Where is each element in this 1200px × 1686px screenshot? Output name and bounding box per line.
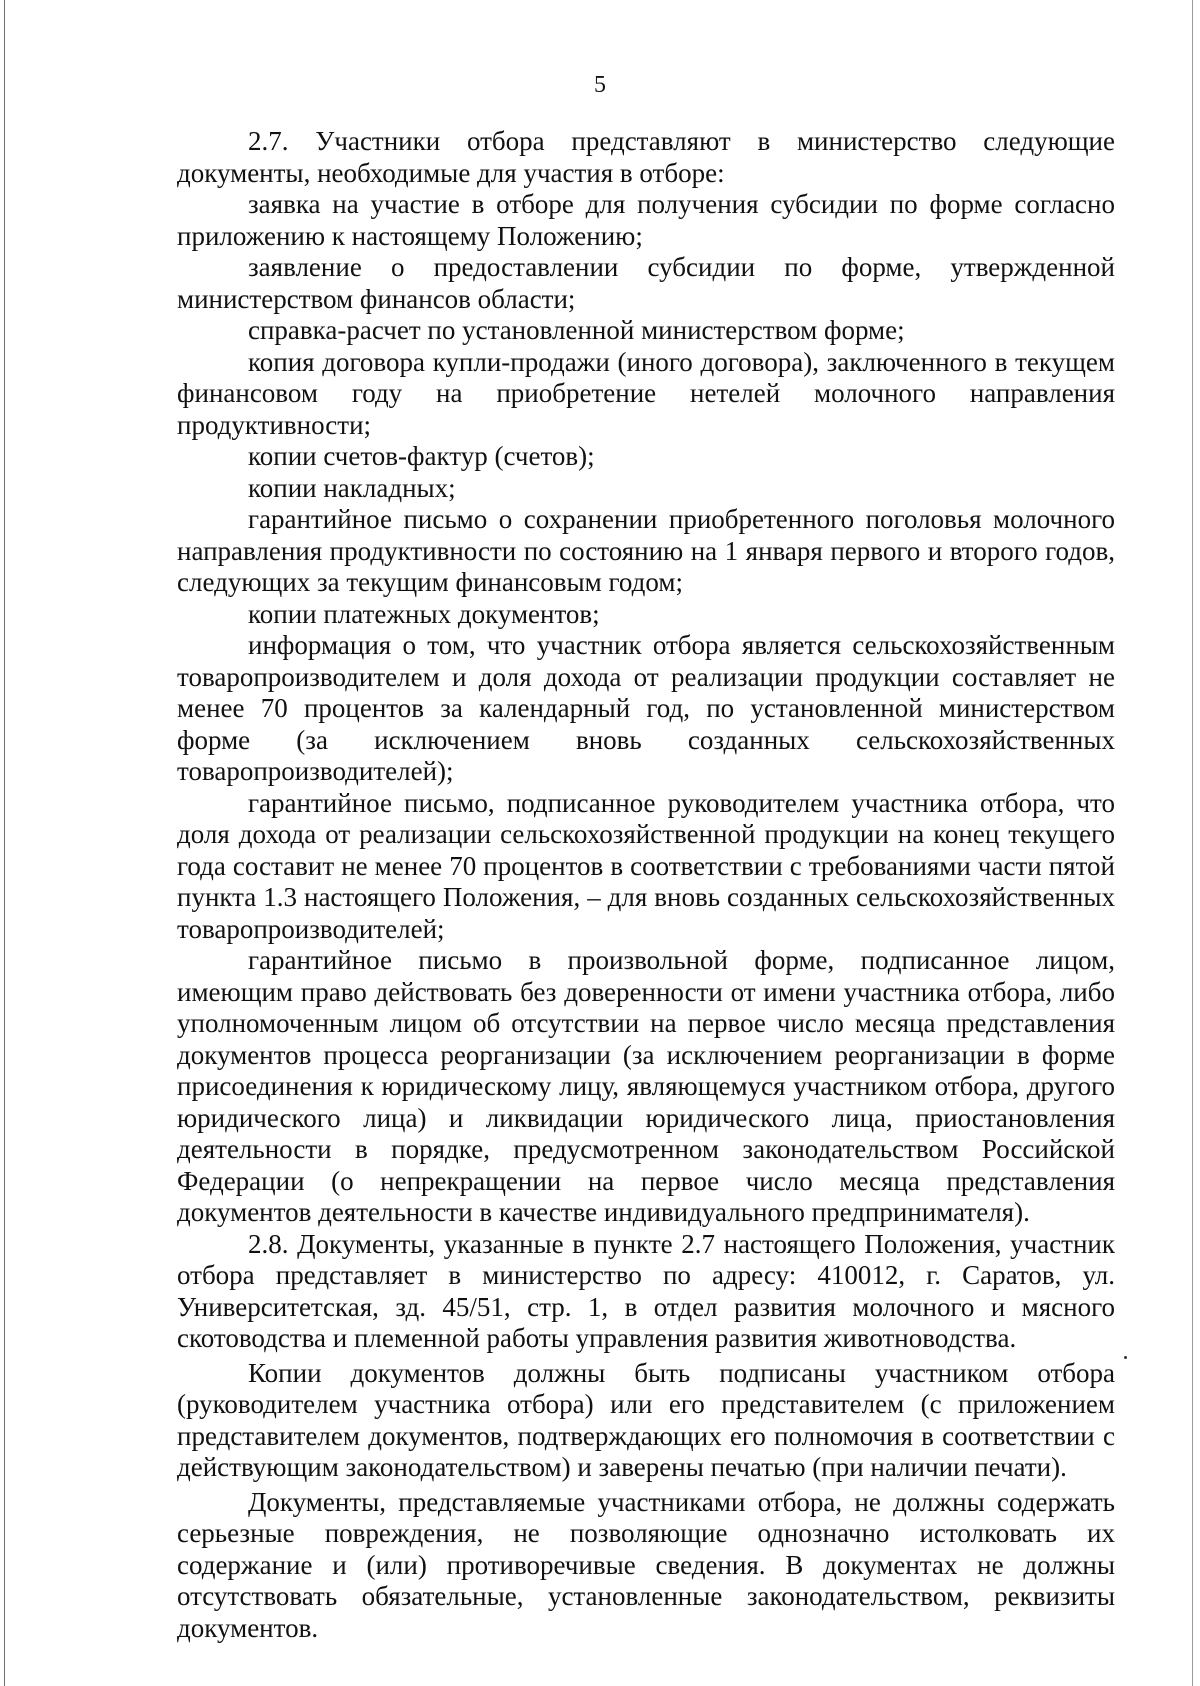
list-item-livestock-guarantee: гарантийное письмо о сохранении приобретенного поголовья молочного направления продуктивности по состоянию на 1 января первого и второго годов, следующих за текущим финансовым годом; (177, 504, 1115, 597)
paragraph-2-8: 2.8. Документы, указанные в пункте 2.7 настоящего Положения, участник отбора представляет в министерство по адресу: 410012, г. Саратов, ул. Университетская, зд. 45/51, стр. 1, в отдел развития молочного и мясного скотоводства и племенной работы управления развития животноводства. (177, 1228, 1115, 1353)
list-item-income-guarantee: гарантийное письмо, подписанное руководителем участника отбора, что доля дохода от реализации сельскохозяйственной продукции на конец текущего года составит не менее 70 процентов в соответствии с требованиями части пятой пункта 1.3 настоящего Положения, – для вновь созданных сельскохозяйственных товаропроизводителей; (177, 787, 1115, 944)
list-item-application: заявка на участие в отборе для получения субсидии по форме согласно приложению к настоящему Положению; (177, 189, 1115, 251)
scan-right-edge (1192, 0, 1193, 1686)
document-body (177, 126, 1115, 1644)
scan-speck (1124, 1356, 1127, 1359)
list-item-waybills: копии накладных; (248, 472, 456, 503)
list-item-calculation: справка-расчет по установленной министерством форме; (248, 315, 905, 345)
list-item-reorganization-guarantee: гарантийное письмо в произвольной форме, подписанное лицом, имеющим право действовать без доверенности от имени участника отбора, либо уполномоченным лицом об отсутствии на первое число месяца представления документов процесса реорганизации (за исключением реорганизации в форме присоединения к юридическому лицу, являющемуся участником отбора, другого юридического лица) и ликвидации юридического лица, приостановления деятельности в порядке, предусмотренном законодательством Российской Федерации (о непрекращении на первое число месяца представления документов деятельности в качестве индивидуального предпринимателя). (177, 945, 1115, 1227)
list-item-invoices: копии счетов-фактур (счетов); (248, 441, 595, 471)
list-item-producer-info: информация о том, что участник отбора является сельскохозяйственным товаропроизводителем и доля дохода от реализации продукции составляет не менее 70 процентов за календарный год, по установленной министерством форме (за исключением вновь созданных сельскохозяйственных товаропроизводителей); (177, 630, 1115, 786)
paragraph-copies-signed: Копии документов должны быть подписаны участником отбора (руководителем участника отбора) или его представителем (с приложением представителем документов, подтверждающих его полномочия в соответствии с действующим законодательством) и заверены печатью (при наличии печати). (177, 1357, 1115, 1482)
list-item-payment-docs: копии платежных документов; (248, 598, 600, 629)
page-number: 5 (594, 72, 606, 98)
scan-left-edge (4, 0, 5, 1686)
paragraph-document-requirements: Документы, представляемые участниками отбора, не должны содержать серьезные повреждения, не позволяющие однозначно истолковать их содержание и (или) противоречивые сведения. В документах не должны отсутствовать обязательные, установленные законодательством, реквизиты документов. (177, 1486, 1115, 1643)
list-item-subsidy-statement: заявление о предоставлении субсидии по форме, утвержденной министерством финансов области; (177, 252, 1115, 314)
list-item-contract-copy: копия договора купли-продажи (иного договора), заключенного в текущем финансовом году на приобретение нетелей молочного направления продуктивности; (177, 346, 1115, 440)
paragraph-2-7-intro: 2.7. Участники отбора представляют в министерство следующие документы, необходимые для участия в отборе: (177, 126, 1115, 188)
